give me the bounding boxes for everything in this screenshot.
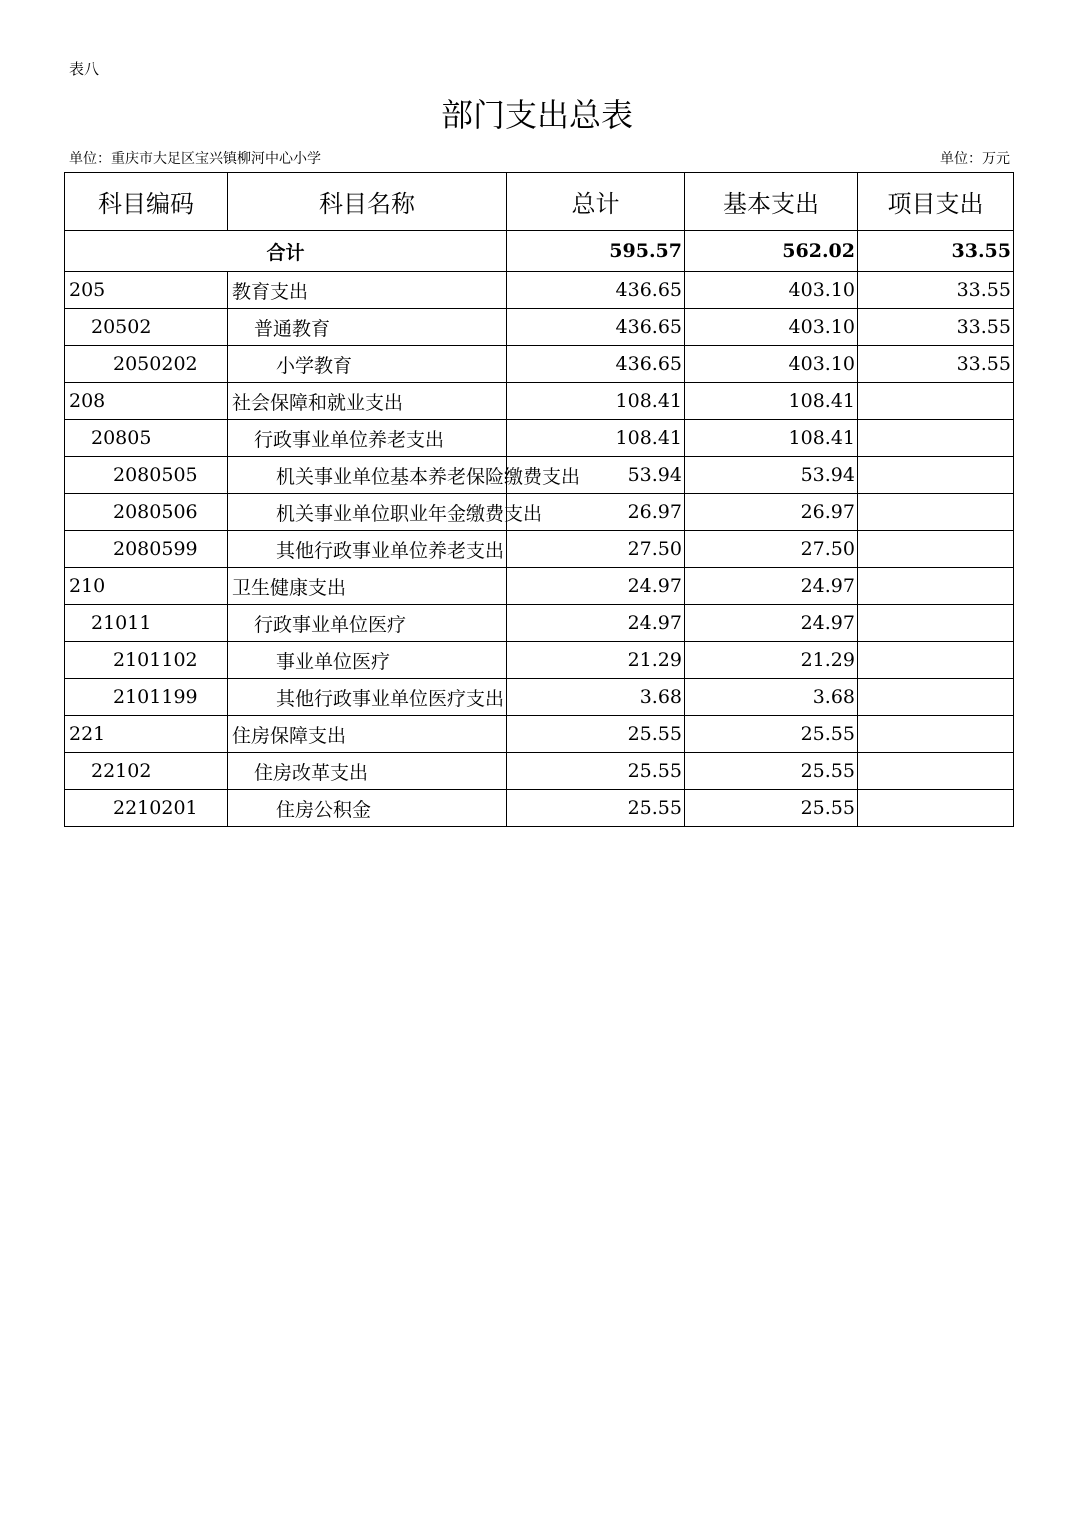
table-row [65, 790, 1014, 827]
row-total: 53.94 [507, 457, 685, 494]
column-header-basic: 基本支出 [685, 173, 858, 231]
row-name [228, 605, 507, 642]
row-total: 25.55 [507, 790, 685, 827]
row-name-text: 其他行政事业单位养老支出 [276, 540, 505, 562]
row-basic: 21.29 [685, 642, 858, 679]
row-name-text: 其他行政事业单位医疗支出 [276, 688, 505, 710]
column-header-project: 项目支出 [858, 173, 1014, 231]
row-basic: 26.97 [685, 494, 858, 531]
row-name [228, 420, 507, 457]
row-total: 436.65 [507, 272, 685, 309]
row-project [858, 531, 1014, 568]
row-basic: 27.50 [685, 531, 858, 568]
row-code: 21011 [65, 605, 228, 642]
table-row [65, 457, 1014, 494]
row-name [228, 642, 507, 679]
row-project [858, 679, 1014, 716]
row-basic: 403.10 [685, 309, 858, 346]
row-name-text: 卫生健康支出 [232, 577, 347, 599]
column-header-code: 科目编码 [65, 173, 228, 231]
row-project [858, 790, 1014, 827]
total-basic: 562.02 [685, 231, 858, 272]
row-name [228, 383, 507, 420]
total-amount: 595.57 [507, 231, 685, 272]
row-code: 22102 [65, 753, 228, 790]
table-row [65, 420, 1014, 457]
table-label: 表八 [69, 60, 100, 78]
table-row [65, 346, 1014, 383]
row-name-text: 机关事业单位基本养老保险缴费支出 [276, 466, 581, 488]
row-name-text: 行政事业单位医疗 [254, 614, 407, 636]
row-name-text: 小学教育 [276, 355, 353, 377]
table-row [65, 642, 1014, 679]
row-total: 25.55 [507, 716, 685, 753]
row-name [228, 531, 507, 568]
row-name [228, 346, 507, 383]
header-row [65, 173, 1014, 231]
row-code: 2101199 [65, 679, 228, 716]
row-total: 436.65 [507, 309, 685, 346]
row-total: 108.41 [507, 383, 685, 420]
row-basic: 108.41 [685, 420, 858, 457]
table-row [65, 494, 1014, 531]
row-total: 436.65 [507, 346, 685, 383]
row-project [858, 494, 1014, 531]
org-label: 单位：重庆市大足区宝兴镇柳河中心小学 [69, 151, 321, 167]
row-project [858, 716, 1014, 753]
row-code: 20502 [65, 309, 228, 346]
row-code: 2080506 [65, 494, 228, 531]
row-basic: 403.10 [685, 272, 858, 309]
table-row [65, 716, 1014, 753]
row-name [228, 457, 581, 494]
column-header-total: 总计 [507, 173, 685, 231]
row-name-text: 机关事业单位职业年金缴费支出 [276, 503, 543, 525]
row-basic: 24.97 [685, 568, 858, 605]
unit-label: 单位：万元 [940, 151, 1010, 167]
row-name [228, 309, 507, 346]
total-row [65, 231, 1014, 272]
table-row [65, 272, 1014, 309]
row-code: 2210201 [65, 790, 228, 827]
row-basic: 53.94 [685, 457, 858, 494]
row-basic: 403.10 [685, 346, 858, 383]
table-row [65, 753, 1014, 790]
row-code: 2050202 [65, 346, 228, 383]
table-row [65, 568, 1014, 605]
row-code: 20805 [65, 420, 228, 457]
row-project [858, 753, 1014, 790]
row-project [858, 642, 1014, 679]
row-name-text: 社会保障和就业支出 [232, 392, 404, 414]
row-code: 210 [65, 568, 228, 605]
row-total: 24.97 [507, 605, 685, 642]
column-header-name: 科目名称 [228, 173, 507, 231]
table-row [65, 531, 1014, 568]
row-project [858, 383, 1014, 420]
row-name-text: 行政事业单位养老支出 [254, 429, 445, 451]
row-name-text: 住房改革支出 [254, 762, 369, 784]
row-name-text: 事业单位医疗 [276, 651, 391, 673]
row-name [228, 679, 507, 716]
row-basic: 24.97 [685, 605, 858, 642]
table-row [65, 679, 1014, 716]
row-project [858, 420, 1014, 457]
row-total: 21.29 [507, 642, 685, 679]
row-code: 205 [65, 272, 228, 309]
row-code: 208 [65, 383, 228, 420]
total-project: 33.55 [858, 231, 1014, 272]
row-basic: 25.55 [685, 753, 858, 790]
row-code: 2080599 [65, 531, 228, 568]
row-basic: 3.68 [685, 679, 858, 716]
row-name-text: 普通教育 [254, 318, 331, 340]
row-basic: 25.55 [685, 790, 858, 827]
row-code: 221 [65, 716, 228, 753]
row-name [228, 753, 507, 790]
table-row [65, 309, 1014, 346]
row-total: 3.68 [507, 679, 685, 716]
row-code: 2101102 [65, 642, 228, 679]
row-total: 27.50 [507, 531, 685, 568]
row-code: 2080505 [65, 457, 228, 494]
row-total: 26.97 [507, 494, 685, 531]
row-name-text: 住房公积金 [276, 799, 372, 821]
row-total: 25.55 [507, 753, 685, 790]
row-name [228, 494, 543, 531]
row-total: 108.41 [507, 420, 685, 457]
row-name [228, 272, 507, 309]
expenditure-table [64, 172, 1014, 827]
row-basic: 25.55 [685, 716, 858, 753]
row-project: 33.55 [858, 272, 1014, 309]
table-row [65, 605, 1014, 642]
row-project [858, 457, 1014, 494]
row-project: 33.55 [858, 346, 1014, 383]
row-name [228, 790, 507, 827]
row-basic: 108.41 [685, 383, 858, 420]
table-row [65, 383, 1014, 420]
row-project: 33.55 [858, 309, 1014, 346]
row-name [228, 716, 507, 753]
page-title: 部门支出总表 [440, 96, 633, 134]
row-name-text: 住房保障支出 [232, 725, 347, 747]
row-project [858, 568, 1014, 605]
row-project [858, 605, 1014, 642]
row-total: 24.97 [507, 568, 685, 605]
row-name [228, 568, 507, 605]
total-label: 合计 [65, 231, 507, 272]
row-name-text: 教育支出 [232, 281, 309, 303]
